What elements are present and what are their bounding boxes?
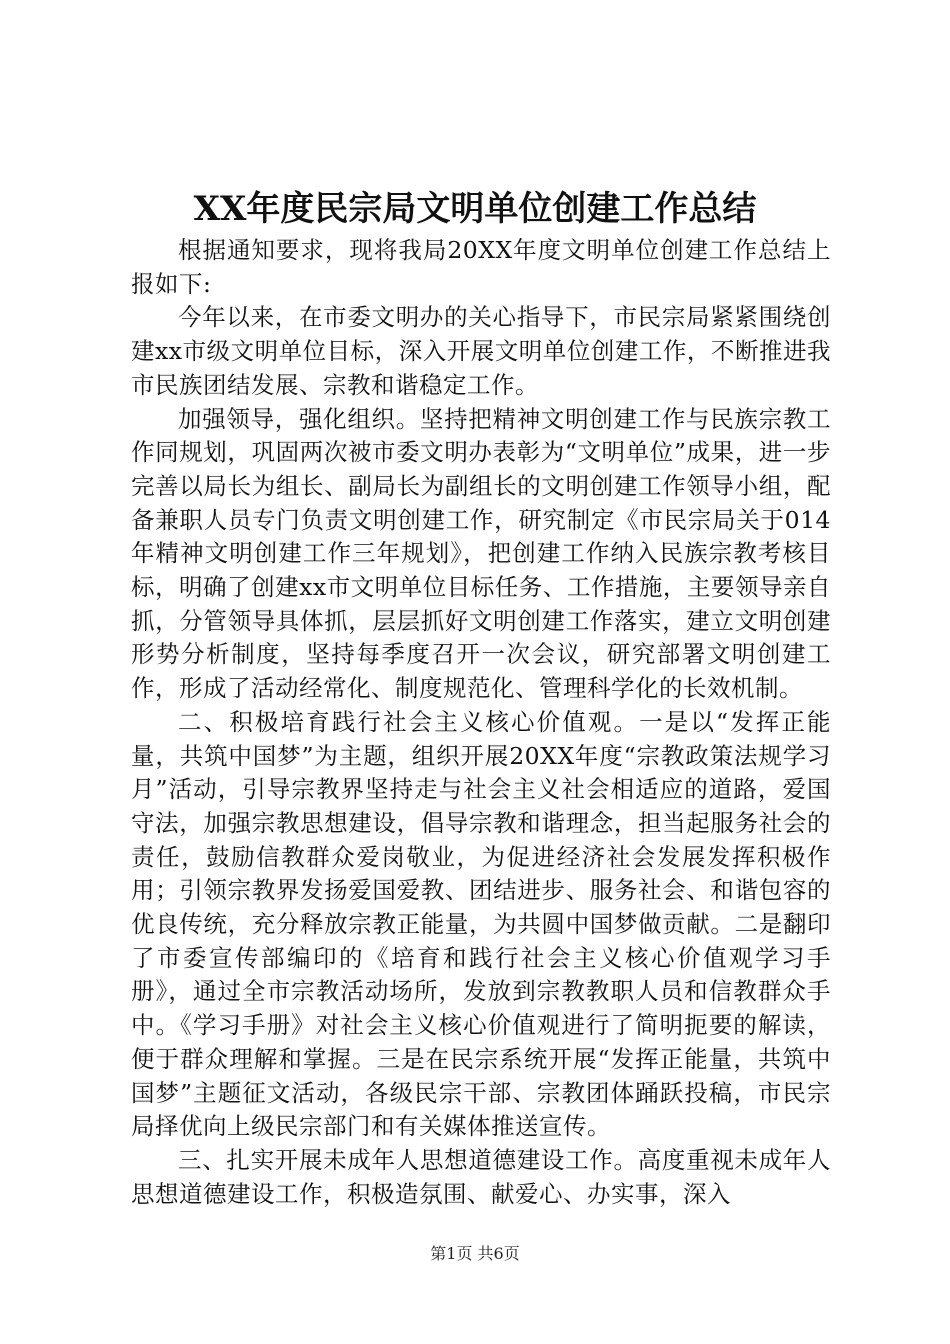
paragraph-leadership: 加强领导，强化组织。坚持把精神文明创建工作与民族宗教工作同规划，巩固两次被市委文明办表彰为“文明单位”成果，进一步完善以局长为组长、副局长为副组长的文明创建工作领导小组，配备兼职人员专门负责文明创建工作，研究制定《市民宗局关于014年精神文明创建工作三年规划》，把创建工作纳入民族宗教考核目标，明确了创建xx市文明单位目标任务、工作措施，主要领导亲自抓，分管领导具体抓，层层抓好文明创建工作落实，建立文明创建形势分析制度，坚持每季度召开一次会议，研究部署文明创建工作，形成了活动经常化、制度规范化、管理科学化的长效机制。 xyxy=(131,404,831,703)
paragraph-overview: 今年以来，在市委文明办的关心指导下，市民宗局紧紧围绕创建xx市级文明单位目标，深入开展文明单位创建工作，不断推进我市民族团结发展、宗教和谐稳定工作。 xyxy=(131,303,831,399)
page-number-footer: 第1页 共6页 xyxy=(430,1244,520,1263)
paragraph-intro: 根据通知要求，现将我局20XX年度文明单位创建工作总结上报如下: xyxy=(131,236,831,298)
document-body xyxy=(131,234,831,1211)
paragraph-minors-education: 三、扎实开展未成年人思想道德建设工作。高度重视未成年人思想道德建设工作，积极造氛围、献爱心、办实事，深入 xyxy=(131,1145,831,1208)
document-title: XX年度民宗局文明单位创建工作总结 xyxy=(193,189,757,229)
paragraph-core-values: 二、积极培育践行社会主义核心价值观。一是以“发挥正能量，共筑中国梦”为主题，组织开展20XX年度“宗教政策法规学习月”活动，引导宗教界坚持走与社会主义社会相适应的道路，爱国守法，加强宗教思想建设，倡导宗教和谐理念，担当起服务社会的责任，鼓励信教群众爱岗敬业，为促进经济社会发展发挥积极作用；引领宗教界发扬爱国爱教、团结进步、服务社会、和谐包容的优良传统，充分释放宗教正能量，为共圆中国梦做贡献。二是翻印了市委宣传部编印的《培育和践行社会主义核心价值观学习手册》，通过全市宗教活动场所，发放到宗教教职人员和信教群众手中。《学习手册》对社会主义核心价值观进行了简明扼要的解读，便于群众理解和掌握。三是在民宗系统开展“发挥正能量，共筑中国梦”主题征文活动，各级民宗干部、宗教团体踊跃投稿，市民宗局择优向上级民宗部门和有关媒体推送宣传。 xyxy=(131,707,831,1141)
